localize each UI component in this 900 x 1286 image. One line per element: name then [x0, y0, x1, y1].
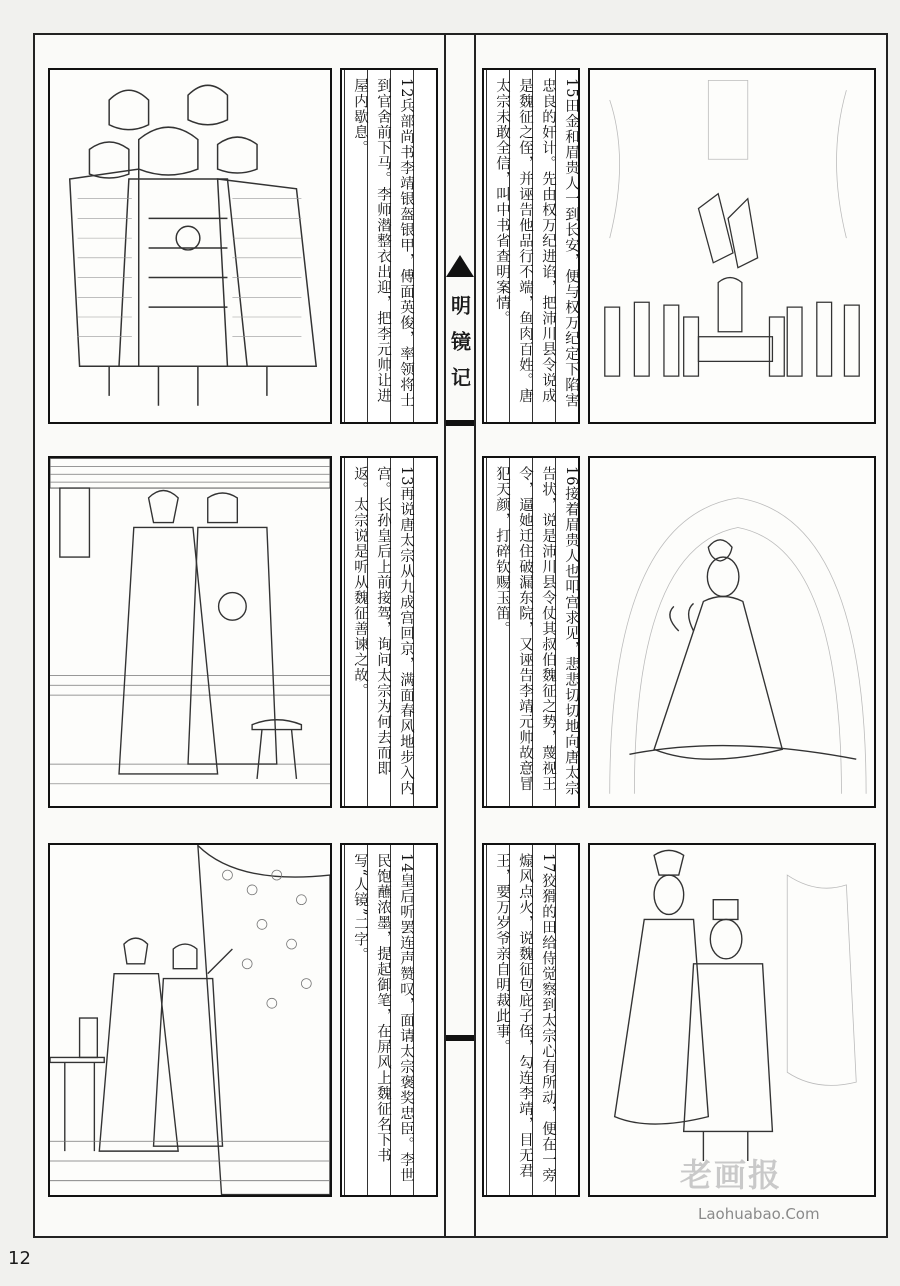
panel-12-caption-text: 12兵部尚书李靖银盔银甲，傅面英俊，率领将士到官舍前下马。李师潜整衣出迎，把李元帅让进屋内歇息。 [352, 78, 414, 409]
panel-12-caption [340, 68, 438, 424]
panel-14-caption [340, 843, 438, 1197]
watermark-logo: 老画报 [680, 1156, 783, 1194]
page-number: 12 [8, 1248, 31, 1269]
panel-17-illustration [588, 843, 876, 1197]
panel-16-caption [482, 456, 580, 808]
panel-14-illustration [48, 843, 332, 1197]
court-scene-illustration-icon [590, 70, 874, 422]
panel-17-caption-text: 17狡猾的田给侍觉察到太宗心有所动，便在一旁煽风点火，说魏征包庇子侄，勾连李靖，目无君王，要万岁爷亲自明裁此事。 [494, 853, 556, 1184]
panel-16-illustration [588, 456, 876, 808]
panel-15-caption-text: 15田金和眉贵人一到长安，便与权万纪定下陷害忠良的奸计。先由权万纪进谄，把沛川县令说成是魏征之侄，并诬告他品行不端，鱼肉百姓。唐太宗未敢全信，叫中书省查明案情。 [494, 78, 579, 409]
series-title [446, 255, 474, 435]
title-marker-icon [446, 255, 474, 277]
panel-17-caption [482, 843, 580, 1197]
panel-13-caption-text: 13再说唐太宗从九成宫回京，满面春风地步入内宫。长孙皇后上前接驾，询问太宗为何去而即返。太宗说是听从魏征善谏之故。 [352, 466, 414, 797]
panel-15-illustration [588, 68, 876, 424]
soldiers-illustration-icon [50, 70, 330, 422]
palace-scene-illustration-icon [50, 458, 330, 806]
official-and-consort-illustration-icon [590, 845, 874, 1195]
spine-left-rule [444, 33, 446, 1238]
panel-12-illustration [48, 68, 332, 424]
panel-16-caption-text: 16接着眉贵人也叩宫求见，悲悲切切地向唐太宗告状，说是沛川县令仗其叔伯魏征之势，蔑视王令，逼她迁住破漏东院，又诬告李靖元帅故意冒犯天颜，打碎钦赐玉笛。 [494, 466, 579, 797]
emperor-writing-illustration-icon [50, 845, 330, 1195]
panel-14-caption-text: 14皇后听罢连声赞叹，面请太宗褒奖忠臣。李世民饱蘸浓墨，提起御笔，在屏风上魏征名下书写“人镜”二字。 [352, 853, 414, 1184]
panel-15-caption [482, 68, 580, 424]
spine-right-rule [474, 33, 476, 1238]
panel-13-illustration [48, 456, 332, 808]
watermark-url: Laohuabao.Com [698, 1205, 820, 1223]
spine-band-bottom [446, 1035, 474, 1041]
series-title-text: 明镜记 [447, 295, 472, 403]
panel-13-caption [340, 456, 438, 808]
kneeling-consort-illustration-icon [590, 458, 874, 806]
